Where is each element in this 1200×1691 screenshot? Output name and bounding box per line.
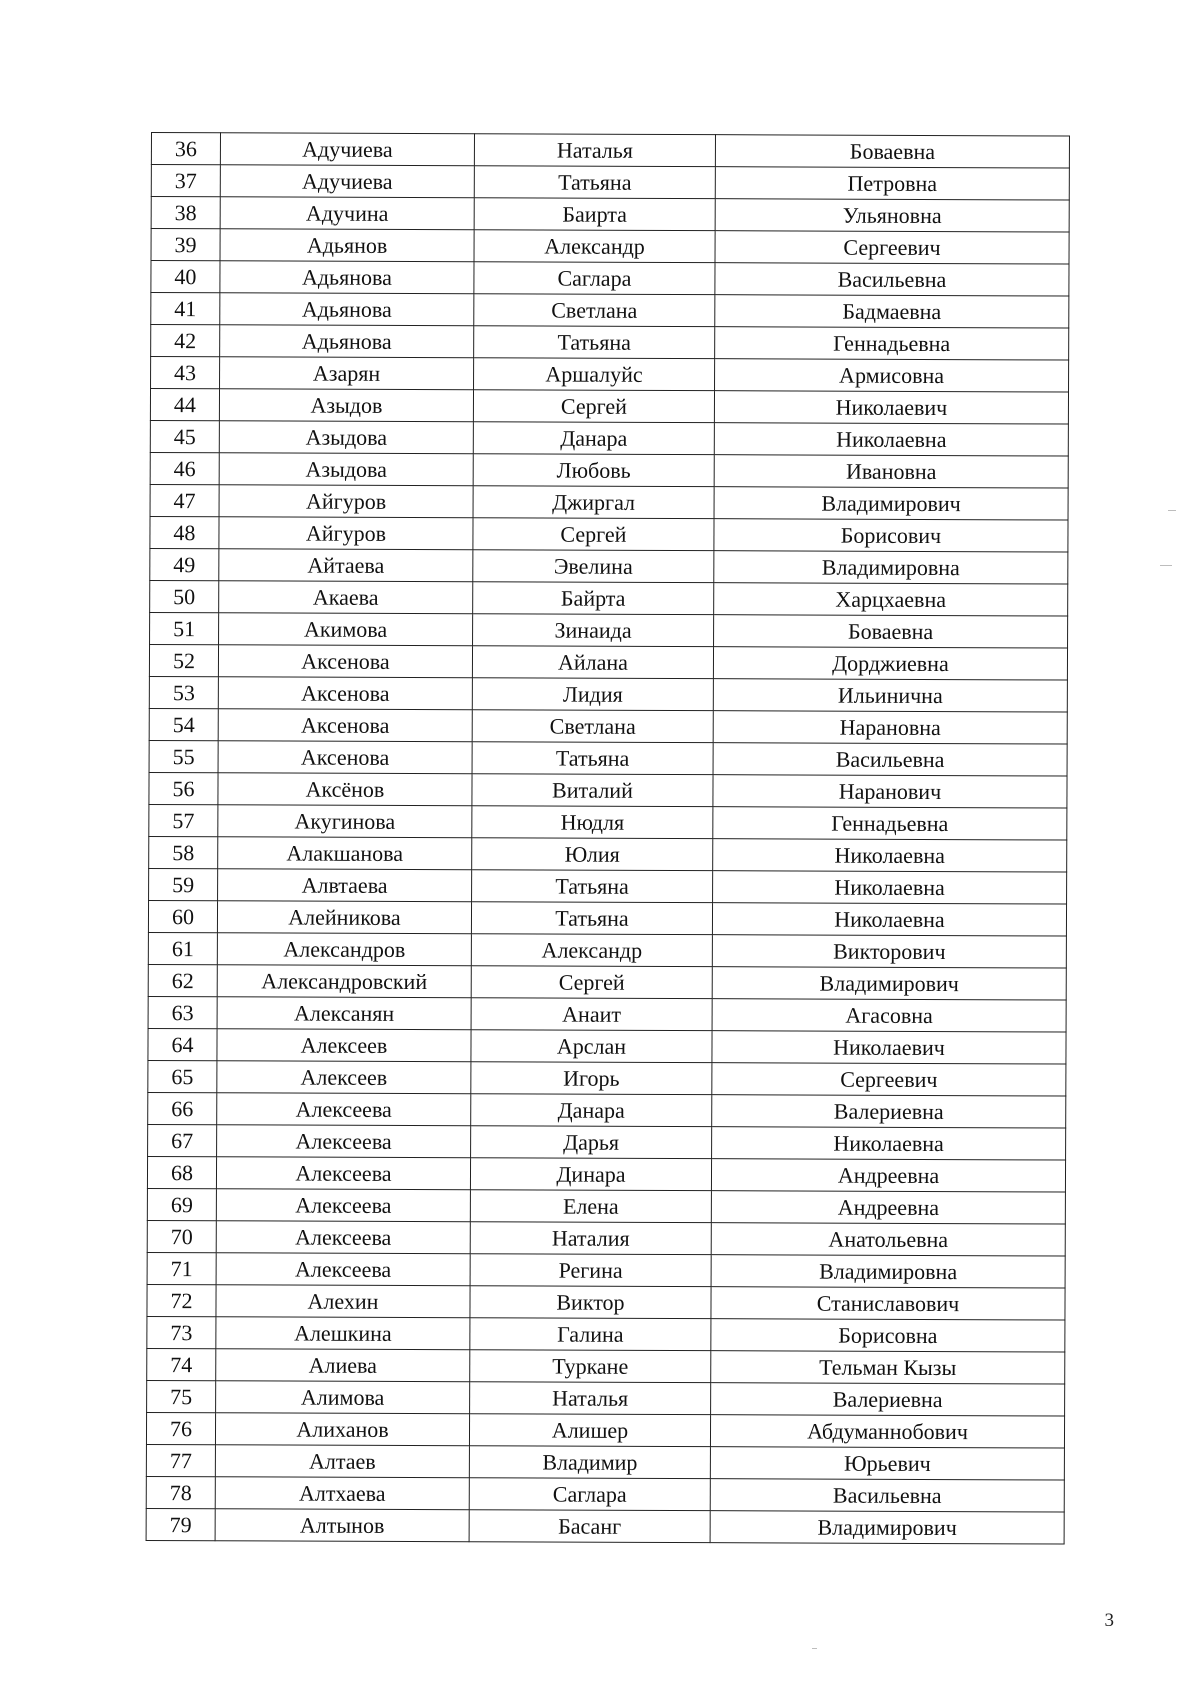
row-number-cell: 59 [149,868,218,900]
last-name-cell: Алексеева [216,1189,470,1222]
last-name-cell: Адьянова [220,261,474,294]
first-name-cell: Елена [470,1190,711,1223]
first-name-cell: Саглара [474,262,715,295]
last-name-cell: Айтаева [219,549,473,582]
table-row [150,612,1068,648]
table-row [150,484,1068,520]
table-row [147,1380,1065,1416]
first-name-cell: Владимир [469,1446,710,1479]
row-number-cell: 74 [147,1348,216,1380]
table-row [147,1348,1065,1384]
patronymic-cell: Петровна [715,167,1069,200]
first-name-cell: Айлана [472,646,713,679]
table-row [147,1252,1065,1288]
row-number-cell: 45 [150,420,219,452]
patronymic-cell: Ивановна [714,455,1068,488]
first-name-cell: Эвелина [473,550,714,583]
last-name-cell: Алексеева [216,1253,470,1286]
table-row [149,644,1067,680]
row-number-cell: 40 [151,261,220,293]
last-name-cell: Алтаев [215,1445,469,1478]
row-number-cell: 47 [150,484,219,516]
patronymic-cell: Андреевна [711,1159,1065,1192]
first-name-cell: Татьяна [471,902,712,935]
first-name-cell: Александр [474,230,715,263]
table-row [148,900,1066,936]
row-number-cell: 36 [151,133,220,165]
last-name-cell: Алексеев [217,1061,471,1094]
table-row [151,261,1069,297]
last-name-cell: Алейникова [217,901,471,934]
first-name-cell: Светлана [474,294,715,327]
last-name-cell: Азыдова [219,453,473,486]
row-number-cell: 43 [151,357,220,389]
first-name-cell: Регина [470,1254,711,1287]
patronymic-cell: Николаевич [714,391,1068,424]
first-name-cell: Галина [470,1318,711,1351]
last-name-cell: Алексеева [216,1221,470,1254]
last-name-cell: Александров [217,933,471,966]
table-row [146,1508,1064,1544]
patronymic-cell: Владимирович [712,967,1066,1000]
patronymic-cell: Владимировна [711,1255,1065,1288]
table-row [147,1316,1065,1352]
name-roster-table [146,132,1070,1545]
patronymic-cell: Дорджиевна [713,647,1067,680]
table-row [149,708,1067,744]
patronymic-cell: Нарановна [713,711,1067,744]
first-name-cell: Алишер [469,1414,710,1447]
row-number-cell: 42 [151,325,220,357]
row-number-cell: 52 [149,644,218,676]
first-name-cell: Дарья [471,1126,712,1159]
patronymic-cell: Борисовна [711,1319,1065,1352]
first-name-cell: Арслан [471,1030,712,1063]
table-row [149,868,1067,904]
first-name-cell: Данара [471,1094,712,1127]
row-number-cell: 66 [148,1092,217,1124]
table-row [151,357,1069,393]
patronymic-cell: Агасовна [712,999,1066,1032]
patronymic-cell: Абдуманнобович [710,1415,1064,1448]
last-name-cell: Алексеева [216,1157,470,1190]
last-name-cell: Азыдова [219,421,473,454]
patronymic-cell: Харцхаевна [714,583,1068,616]
row-number-cell: 39 [151,229,220,261]
patronymic-cell: Боваевна [715,135,1069,168]
first-name-cell: Джиргал [473,486,714,519]
patronymic-cell: Станиславович [711,1287,1065,1320]
first-name-cell: Юлия [472,838,713,871]
table-row [146,1444,1064,1480]
table-row [151,165,1069,201]
first-name-cell: Зинаида [473,614,714,647]
last-name-cell: Алиханов [215,1413,469,1446]
row-number-cell: 55 [149,740,218,772]
table-row [148,996,1066,1032]
first-name-cell: Данара [473,422,714,455]
patronymic-cell: Владимирович [714,487,1068,520]
row-number-cell: 78 [146,1476,215,1508]
table-row [151,293,1069,329]
first-name-cell: Сергей [473,518,714,551]
patronymic-cell: Владимировна [714,551,1068,584]
row-number-cell: 73 [147,1316,216,1348]
table-row [150,516,1068,552]
row-number-cell: 56 [149,772,218,804]
table-row [147,1220,1065,1256]
last-name-cell: Акаева [219,581,473,614]
first-name-cell: Динара [470,1158,711,1191]
table-row [149,836,1067,872]
scan-mark [1168,510,1176,511]
last-name-cell: Аксенова [218,645,472,678]
first-name-cell: Лидия [472,678,713,711]
first-name-cell: Туркане [470,1350,711,1383]
row-number-cell: 44 [150,389,219,421]
table-row [149,676,1067,712]
last-name-cell: Алиева [216,1349,470,1382]
patronymic-cell: Борисович [714,519,1068,552]
patronymic-cell: Васильевна [715,263,1069,296]
first-name-cell: Саглара [469,1478,710,1511]
row-number-cell: 61 [148,932,217,964]
patronymic-cell: Васильевна [710,1479,1064,1512]
row-number-cell: 72 [147,1284,216,1316]
patronymic-cell: Валериевна [712,1095,1066,1128]
table-row [149,804,1067,840]
table-row [151,229,1069,265]
last-name-cell: Айгуров [219,517,473,550]
last-name-cell: Аксенова [218,741,472,774]
patronymic-cell: Армисовна [715,359,1069,392]
table-row [151,133,1069,169]
row-number-cell: 77 [146,1444,215,1476]
table-row [150,420,1068,456]
table-row [150,389,1068,425]
table-row [148,932,1066,968]
row-number-cell: 68 [147,1156,216,1188]
first-name-cell: Басанг [469,1510,710,1543]
patronymic-cell: Викторович [712,935,1066,968]
patronymic-cell: Анатольевна [711,1223,1065,1256]
patronymic-cell: Тельман Кызы [711,1351,1065,1384]
row-number-cell: 67 [148,1124,217,1156]
last-name-cell: Алексанян [217,997,471,1030]
row-number-cell: 62 [148,964,217,996]
table-row [149,740,1067,776]
row-number-cell: 41 [151,293,220,325]
first-name-cell: Наталья [474,134,715,167]
last-name-cell: Алехин [216,1285,470,1318]
last-name-cell: Алвтаева [218,869,472,902]
row-number-cell: 38 [151,197,220,229]
first-name-cell: Наталья [470,1382,711,1415]
last-name-cell: Акугинова [218,805,472,838]
patronymic-cell: Ильинична [713,679,1067,712]
patronymic-cell: Геннадьевна [713,807,1067,840]
last-name-cell: Аксёнов [218,773,472,806]
row-number-cell: 54 [149,708,218,740]
table-row [151,197,1069,233]
row-number-cell: 49 [150,548,219,580]
patronymic-cell: Николаевна [713,871,1067,904]
first-name-cell: Сергей [471,966,712,999]
page-number: 3 [1104,1610,1114,1631]
patronymic-cell: Боваевна [714,615,1068,648]
last-name-cell: Адучина [220,197,474,230]
patronymic-cell: Владимирович [710,1511,1064,1544]
patronymic-cell: Николаевна [712,903,1066,936]
table-row [148,1028,1066,1064]
table-row [148,1124,1066,1160]
row-number-cell: 57 [149,804,218,836]
row-number-cell: 65 [148,1060,217,1092]
row-number-cell: 48 [150,516,219,548]
row-number-cell: 70 [147,1220,216,1252]
first-name-cell: Виктор [470,1286,711,1319]
row-number-cell: 79 [146,1508,215,1540]
first-name-cell: Аршалуйс [474,358,715,391]
last-name-cell: Азарян [220,357,474,390]
row-number-cell: 63 [148,996,217,1028]
row-number-cell: 53 [149,676,218,708]
last-name-cell: Айгуров [219,485,473,518]
first-name-cell: Виталий [472,774,713,807]
last-name-cell: Алексеев [217,1029,471,1062]
row-number-cell: 60 [148,900,217,932]
table-row [150,580,1068,616]
first-name-cell: Анаит [471,998,712,1031]
last-name-cell: Азыдов [219,389,473,422]
patronymic-cell: Васильевна [713,743,1067,776]
last-name-cell: Адучиева [220,133,474,166]
first-name-cell: Нюдля [472,806,713,839]
scan-mark [812,1648,817,1649]
table-row [149,772,1067,808]
patronymic-cell: Геннадьевна [715,327,1069,360]
row-number-cell: 46 [150,452,219,484]
patronymic-cell: Андреевна [711,1191,1065,1224]
table-row [147,1156,1065,1192]
row-number-cell: 58 [149,836,218,868]
last-name-cell: Алексеева [217,1093,471,1126]
table-row [148,1092,1066,1128]
scan-mark [1160,565,1172,566]
last-name-cell: Алтхаева [215,1477,469,1510]
row-number-cell: 37 [151,165,220,197]
row-number-cell: 75 [147,1380,216,1412]
patronymic-cell: Юрьевич [710,1447,1064,1480]
first-name-cell: Татьяна [474,166,715,199]
first-name-cell: Александр [471,934,712,967]
table-row [147,1188,1065,1224]
last-name-cell: Алимова [216,1381,470,1414]
patronymic-cell: Ульяновна [715,199,1069,232]
last-name-cell: Алакшанова [218,837,472,870]
first-name-cell: Наталия [470,1222,711,1255]
roster-table-body [146,133,1069,1545]
first-name-cell: Татьяна [472,742,713,775]
first-name-cell: Татьяна [474,326,715,359]
table-row [151,325,1069,361]
patronymic-cell: Николаевич [712,1031,1066,1064]
last-name-cell: Адьянова [220,325,474,358]
patronymic-cell: Валериевна [711,1383,1065,1416]
table-row [147,1284,1065,1320]
table-row [148,1060,1066,1096]
table-row [148,964,1066,1000]
table-row [146,1476,1064,1512]
row-number-cell: 71 [147,1252,216,1284]
last-name-cell: Аксенова [218,709,472,742]
first-name-cell: Сергей [473,390,714,423]
table-row [146,1412,1064,1448]
first-name-cell: Байрта [473,582,714,615]
last-name-cell: Адучиева [220,165,474,198]
last-name-cell: Александровский [217,965,471,998]
last-name-cell: Аксенова [218,677,472,710]
patronymic-cell: Бадмаевна [715,295,1069,328]
patronymic-cell: Николаевна [713,839,1067,872]
last-name-cell: Адьянов [220,229,474,262]
patronymic-cell: Николаевна [712,1127,1066,1160]
patronymic-cell: Сергеевич [712,1063,1066,1096]
first-name-cell: Игорь [471,1062,712,1095]
row-number-cell: 76 [146,1412,215,1444]
last-name-cell: Адьянова [220,293,474,326]
first-name-cell: Татьяна [472,870,713,903]
table-row [150,548,1068,584]
last-name-cell: Алешкина [216,1317,470,1350]
first-name-cell: Светлана [472,710,713,743]
patronymic-cell: Наранович [713,775,1067,808]
last-name-cell: Алтынов [215,1509,469,1542]
row-number-cell: 64 [148,1028,217,1060]
table-row [150,452,1068,488]
patronymic-cell: Николаевна [714,423,1068,456]
row-number-cell: 50 [150,580,219,612]
patronymic-cell: Сергеевич [715,231,1069,264]
first-name-cell: Баирта [474,198,715,231]
row-number-cell: 51 [150,612,219,644]
row-number-cell: 69 [147,1188,216,1220]
last-name-cell: Алексеева [217,1125,471,1158]
first-name-cell: Любовь [473,454,714,487]
last-name-cell: Акимова [219,613,473,646]
